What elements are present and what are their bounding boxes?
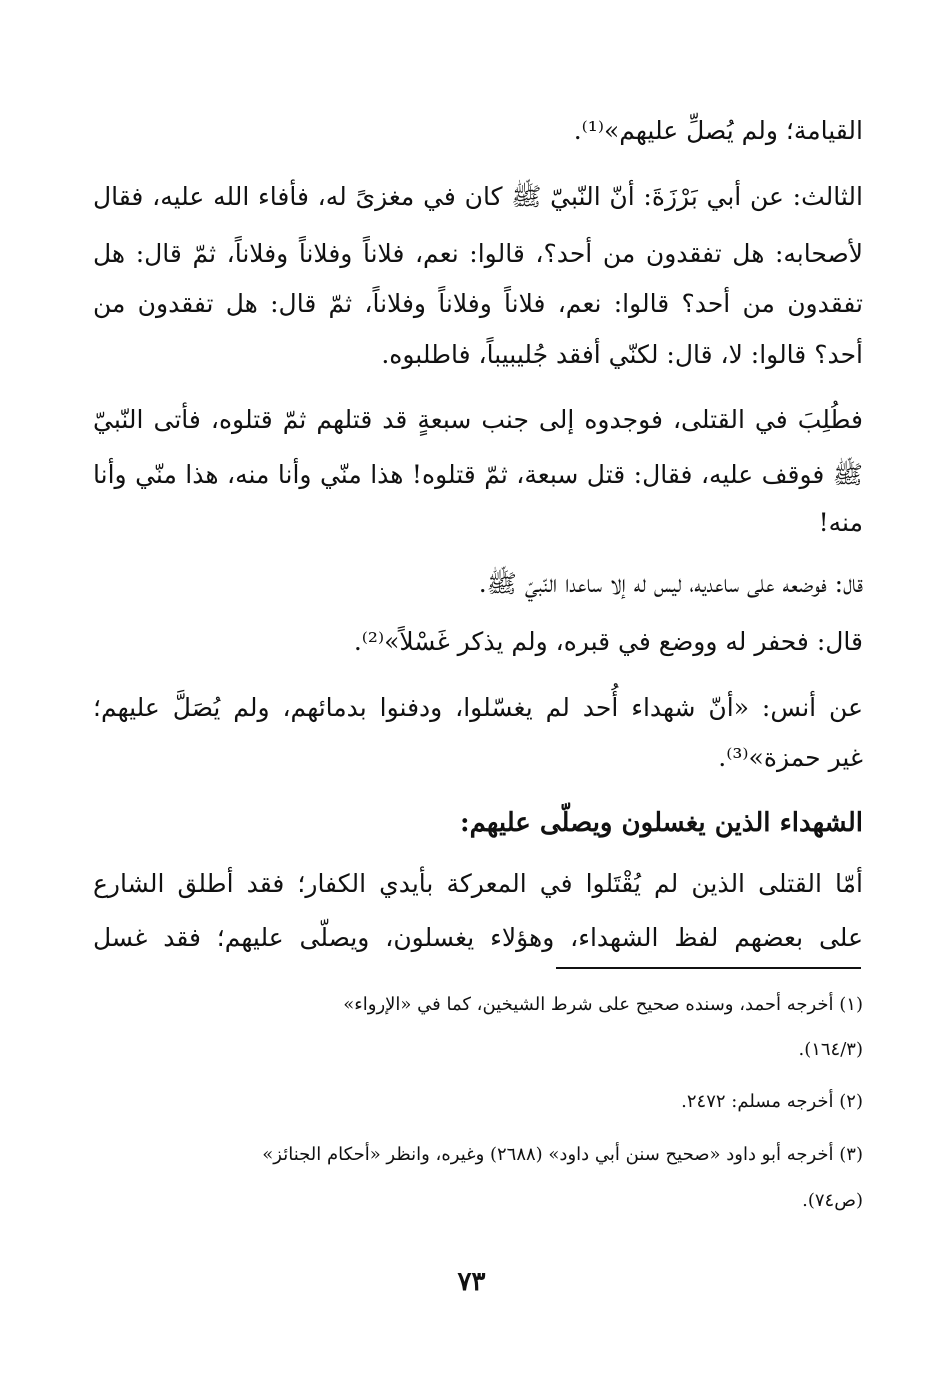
footnote-line: (٢) أخرجه مسلم: ٢٤٧٢. xyxy=(681,1091,863,1112)
body-line: الثالث: عن أبي بَرْزَةَ: أنّ النّبيّ ﷺ كان في مغزىً له، فأفاء الله عليه، فقال xyxy=(93,182,863,211)
body-line: لأصحابه: هل تفقدون من أحد؟، قالوا: نعم، فلاناً وفلاناً وفلاناً، ثمّ قال: هل xyxy=(93,239,863,268)
footnote-line: (١٦٤/٣). xyxy=(798,1039,863,1060)
body-line: القيامة؛ ولم يُصلِّ عليهم»⁽¹⁾. xyxy=(573,116,863,145)
body-line: قال: فوضعه على ساعديه، ليس له إلا ساعدا النّبيّ ﷺ. xyxy=(478,569,863,598)
page-number: ٧٣ xyxy=(457,1267,486,1297)
body-line: قال: فحفر له ووضع في قبره، ولم يذكر غَسْلاً»⁽²⁾. xyxy=(353,627,863,656)
body-line: منه! xyxy=(818,508,863,537)
body-line: ﷺ فوقف عليه، فقال: قتل سبعة، ثمّ قتلوه! هذا منّي وأنا منه، هذا منّي وأنا xyxy=(93,460,863,489)
footnote-line: (ص٧٤). xyxy=(802,1190,863,1211)
footnote-separator xyxy=(556,967,861,969)
body-line: فطُلِبَ في القتلى، فوجدوه إلى جنب سبعةٍ قد قتلهم ثمّ قتلوه، فأتى النّبيّ xyxy=(93,405,863,434)
footnote-line: (١) أخرجه أحمد، وسنده صحيح على شرط الشيخين، كما في «الإرواء» xyxy=(343,994,863,1015)
body-line: غير حمزة»⁽³⁾. xyxy=(718,743,863,772)
section-heading: الشهداء الذين يغسلون ويصلّى عليهم: xyxy=(459,808,863,838)
body-line: عن أنس: «أنّ شهداء أُحد لم يغسّلوا، ودفنوا بدمائهم، ولم يُصَلَّ عليهم؛ xyxy=(93,693,863,722)
body-line: على بعضهم لفظ الشهداء، وهؤلاء يغسلون، ويصلّى عليهم؛ فقد غسل xyxy=(93,923,863,952)
footnote-line: (٣) أخرجه أبو داود «صحيح سنن أبي داود» (٢٦٨٨) وغيره، وانظر «أحكام الجنائز» xyxy=(262,1144,863,1165)
body-line: أمّا القتلى الذين لم يُقْتَلوا في المعركة بأيدي الكفار؛ فقد أطلق الشارع xyxy=(93,869,863,898)
body-line: أحد؟ قالوا: لا، قال: لكنّي أفقد جُليبيباً، فاطلبوه. xyxy=(381,340,863,369)
body-line: تفقدون من أحد؟ قالوا: نعم، فلاناً وفلاناً وفلاناً، ثمّ قال: هل تفقدون من xyxy=(93,289,863,318)
